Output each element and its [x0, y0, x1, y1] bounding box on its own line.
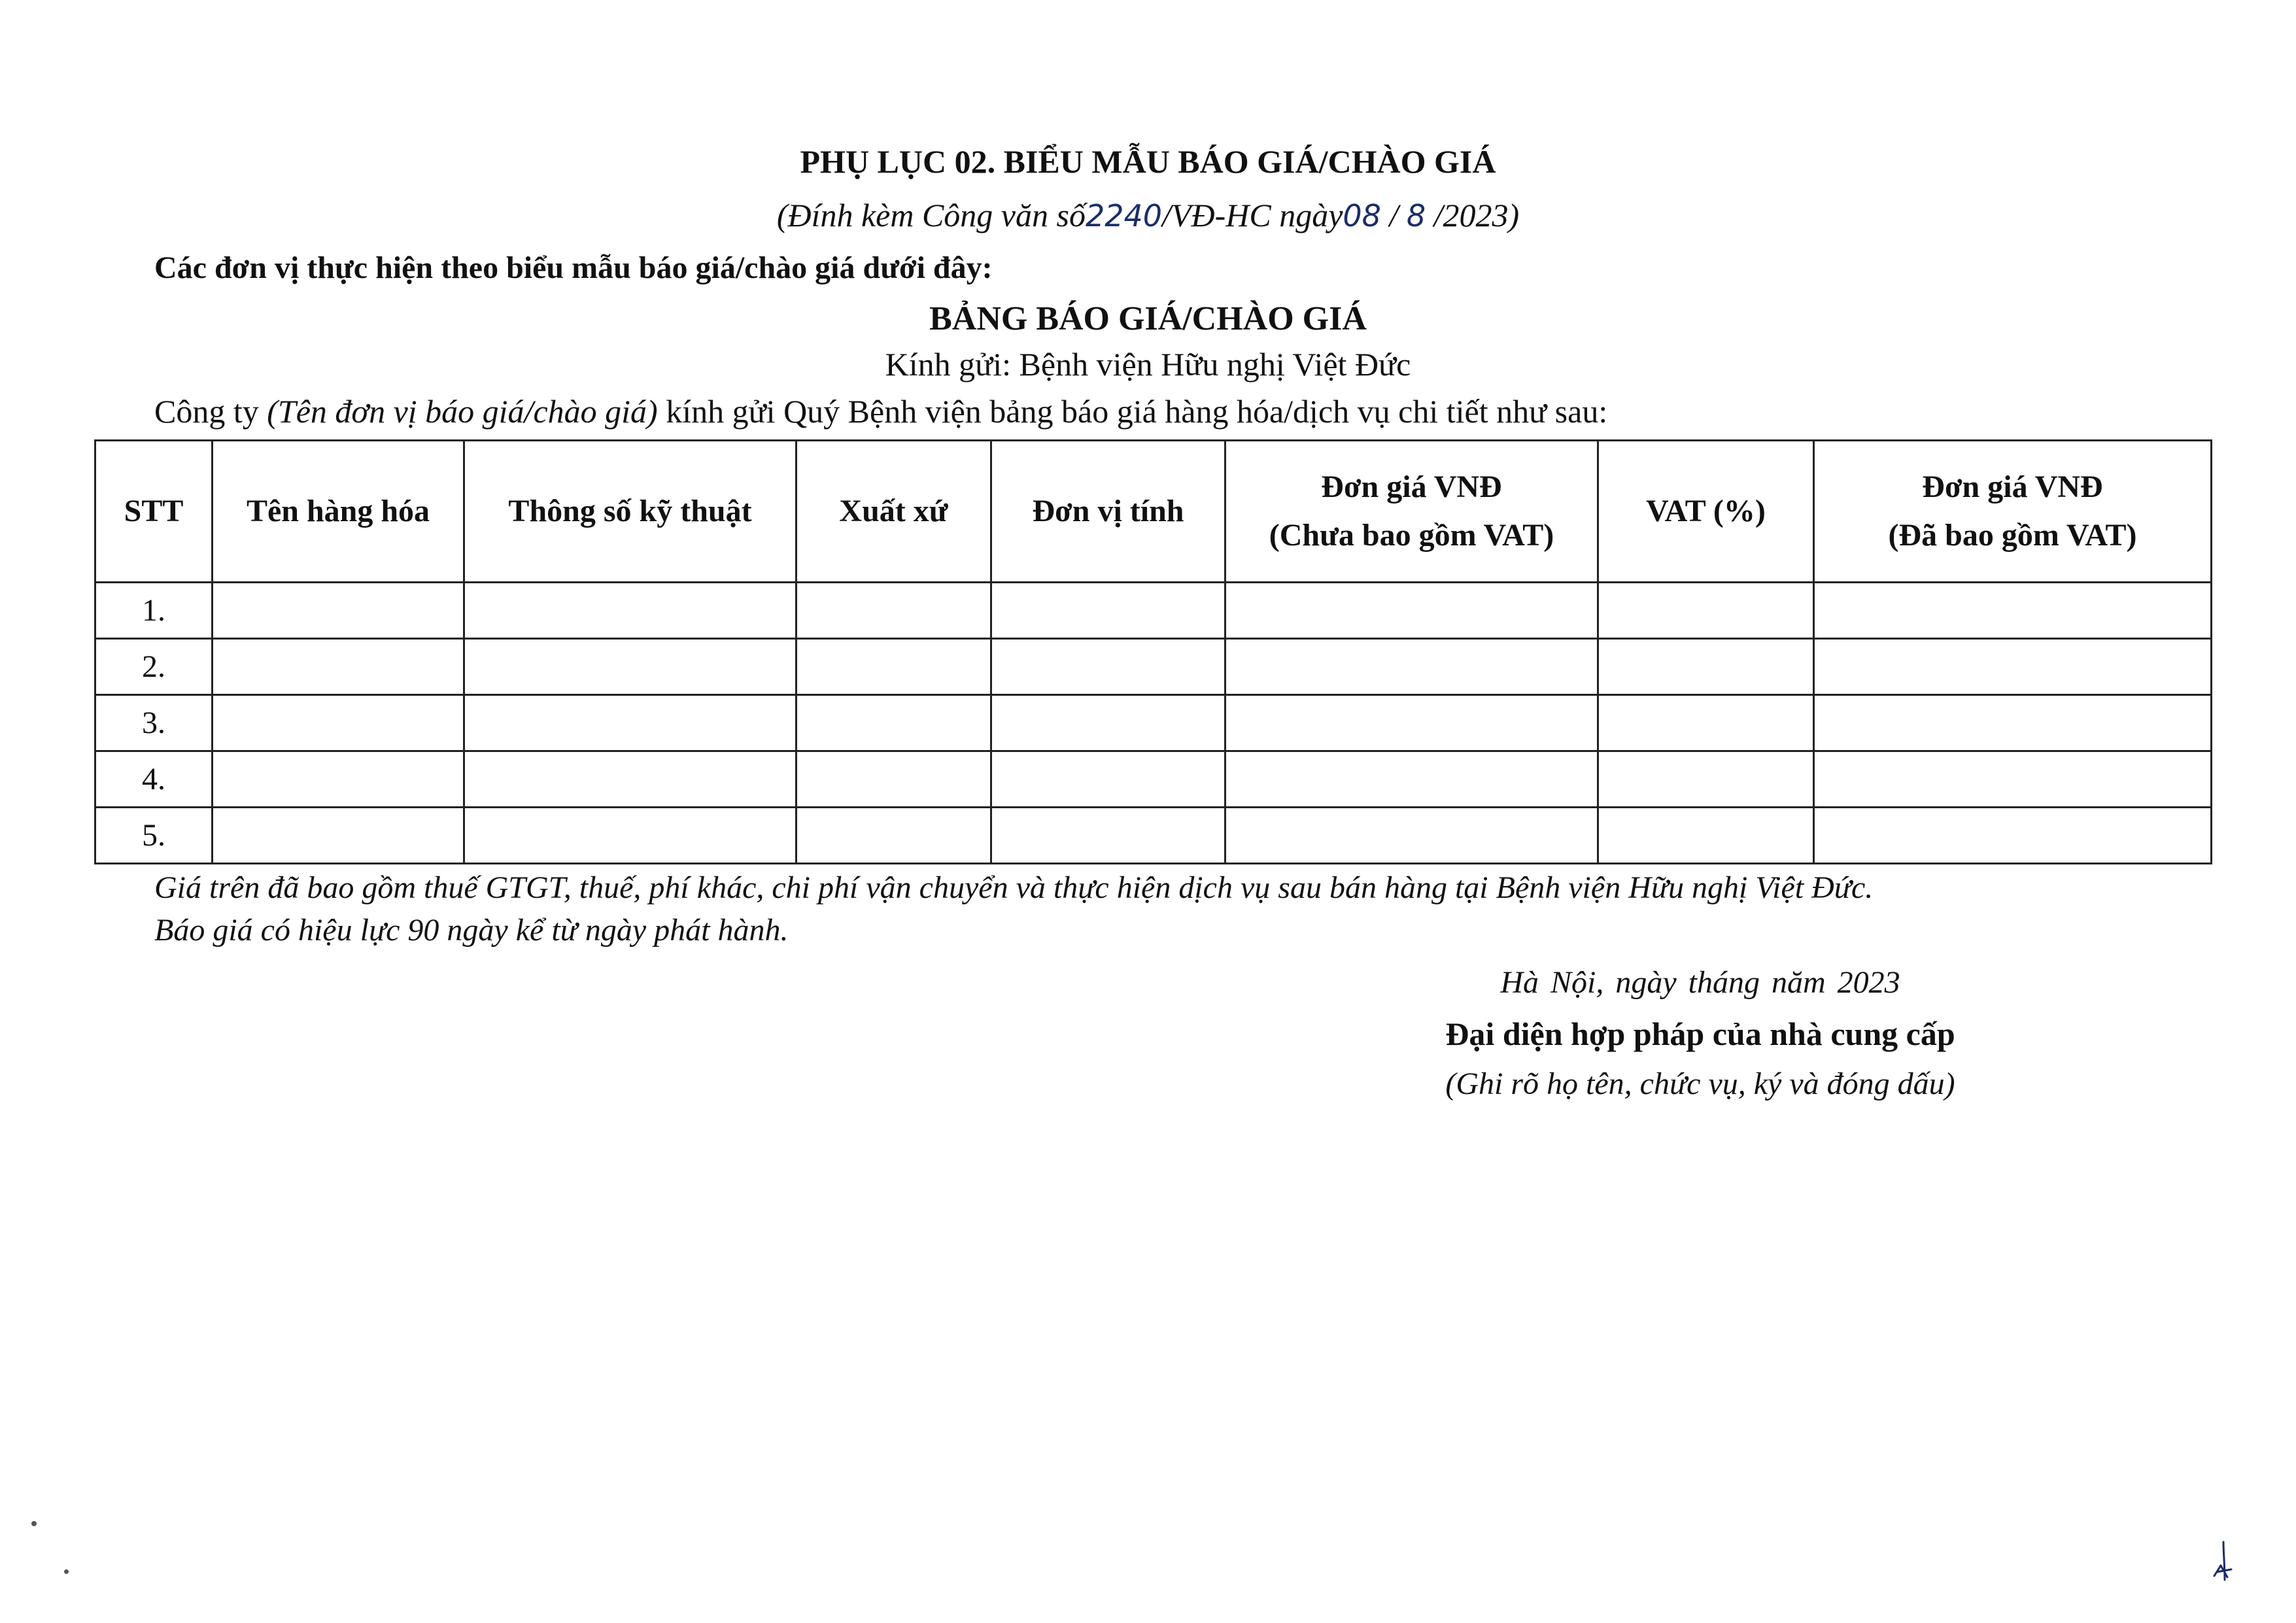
specifications-cell[interactable] — [464, 751, 797, 808]
validity-note: Báo giá có hiệu lực 90 ngày kể từ ngày phát hành. — [154, 913, 789, 948]
quote-table — [94, 439, 2212, 864]
row-number: 4. — [95, 751, 213, 808]
attachment-prefix: (Đính kèm Công văn số — [776, 197, 1086, 233]
unit-cell[interactable] — [991, 695, 1225, 751]
intro-prefix: Công ty — [154, 393, 267, 430]
row-number: 2. — [95, 639, 213, 695]
document-title: PHỤ LỤC 02. BIỂU MẪU BÁO GIÁ/CHÀO GIÁ — [800, 143, 1496, 180]
price-note: Giá trên đã bao gồm thuế GTGT, thuế, phí khác, chi phí vận chuyển và thực hiện dịch vụ sau bán hàng tại Bệnh viện Hữu nghị Việt Đức. — [154, 870, 1874, 905]
column-header-stt: STT — [95, 441, 213, 583]
table-row — [95, 808, 2212, 864]
table-row — [95, 583, 2212, 639]
price-excl-vat-cell[interactable] — [1225, 639, 1598, 695]
specifications-cell[interactable] — [464, 695, 797, 751]
price-incl-vat-cell[interactable] — [1814, 808, 2212, 864]
vat-cell[interactable] — [1598, 695, 1814, 751]
item-name-cell[interactable] — [213, 639, 464, 695]
item-name-cell[interactable] — [213, 751, 464, 808]
column-header-unit-price-incl-vat: Đơn giá VNĐ (Đã bao gồm VAT) — [1814, 441, 2212, 583]
column-header-specifications: Thông số kỹ thuật — [464, 441, 797, 583]
price-excl-vat-cell[interactable] — [1225, 695, 1598, 751]
attachment-suffix: /2023) — [1426, 197, 1520, 233]
item-name-cell[interactable] — [213, 583, 464, 639]
unit-cell[interactable] — [991, 751, 1225, 808]
column-header-unit: Đơn vị tính — [991, 441, 1225, 583]
origin-cell[interactable] — [797, 751, 991, 808]
unit-cell[interactable] — [991, 639, 1225, 695]
intro-suffix: kính gửi Quý Bệnh viện bảng báo giá hàng hóa/dịch vụ chi tiết như sau: — [657, 393, 1608, 430]
specifications-cell[interactable] — [464, 808, 797, 864]
instruction-line: Các đơn vị thực hiện theo biểu mẫu báo giá/chào giá dưới đây: — [154, 250, 993, 285]
table-header-row — [95, 441, 2212, 583]
origin-cell[interactable] — [797, 695, 991, 751]
handwritten-day: 08 — [1343, 198, 1381, 233]
handwritten-document-number: 2240 — [1085, 198, 1163, 233]
quote-table-title: BẢNG BÁO GIÁ/CHÀO GIÁ — [929, 300, 1367, 337]
origin-cell[interactable] — [797, 808, 991, 864]
handwritten-month: 8 — [1406, 198, 1426, 233]
attachment-reference — [0, 196, 2296, 234]
item-name-cell[interactable] — [213, 695, 464, 751]
column-header-item-name: Tên hàng hóa — [213, 441, 464, 583]
signature-date-line: Hà Nội, ngày tháng năm 2023 — [1500, 965, 1900, 1000]
table-row — [95, 751, 2212, 808]
price-incl-vat-cell[interactable] — [1814, 583, 2212, 639]
item-name-cell[interactable] — [213, 808, 464, 864]
specifications-cell[interactable] — [464, 583, 797, 639]
vat-cell[interactable] — [1598, 808, 1814, 864]
attachment-middle: /VĐ-HC ngày — [1162, 197, 1343, 233]
specifications-cell[interactable] — [464, 639, 797, 695]
intro-line — [154, 392, 1607, 430]
vat-cell[interactable] — [1598, 639, 1814, 695]
origin-cell[interactable] — [797, 583, 991, 639]
column-header-vat: VAT (%) — [1598, 441, 1814, 583]
price-excl-vat-cell[interactable] — [1225, 808, 1598, 864]
vat-cell[interactable] — [1598, 751, 1814, 808]
row-number: 5. — [95, 808, 213, 864]
price-excl-vat-cell[interactable] — [1225, 583, 1598, 639]
price-excl-vat-cell[interactable] — [1225, 751, 1598, 808]
company-name-placeholder: (Tên đơn vị báo giá/chào giá) — [267, 393, 658, 430]
price-incl-vat-cell[interactable] — [1814, 695, 2212, 751]
price-incl-vat-cell[interactable] — [1814, 639, 2212, 695]
attachment-separator: / — [1380, 197, 1407, 233]
unit-cell[interactable] — [991, 583, 1225, 639]
price-incl-vat-cell[interactable] — [1814, 751, 2212, 808]
scan-speck — [31, 1521, 37, 1526]
table-row — [95, 695, 2212, 751]
vat-cell[interactable] — [1598, 583, 1814, 639]
table-row — [95, 639, 2212, 695]
handwritten-initial-mark — [2208, 1539, 2238, 1582]
unit-cell[interactable] — [991, 808, 1225, 864]
origin-cell[interactable] — [797, 639, 991, 695]
scan-speck — [64, 1569, 69, 1574]
row-number: 1. — [95, 583, 213, 639]
column-header-unit-price-excl-vat: Đơn giá VNĐ (Chưa bao gồm VAT) — [1225, 441, 1598, 583]
recipient-line: Kính gửi: Bệnh viện Hữu nghị Việt Đức — [885, 346, 1411, 383]
row-number: 3. — [95, 695, 213, 751]
signature-instruction: (Ghi rõ họ tên, chức vụ, ký và đóng dấu) — [1445, 1067, 1955, 1101]
legal-representative-label: Đại diện hợp pháp của nhà cung cấp — [1445, 1016, 1955, 1052]
column-header-origin: Xuất xứ — [797, 441, 991, 583]
